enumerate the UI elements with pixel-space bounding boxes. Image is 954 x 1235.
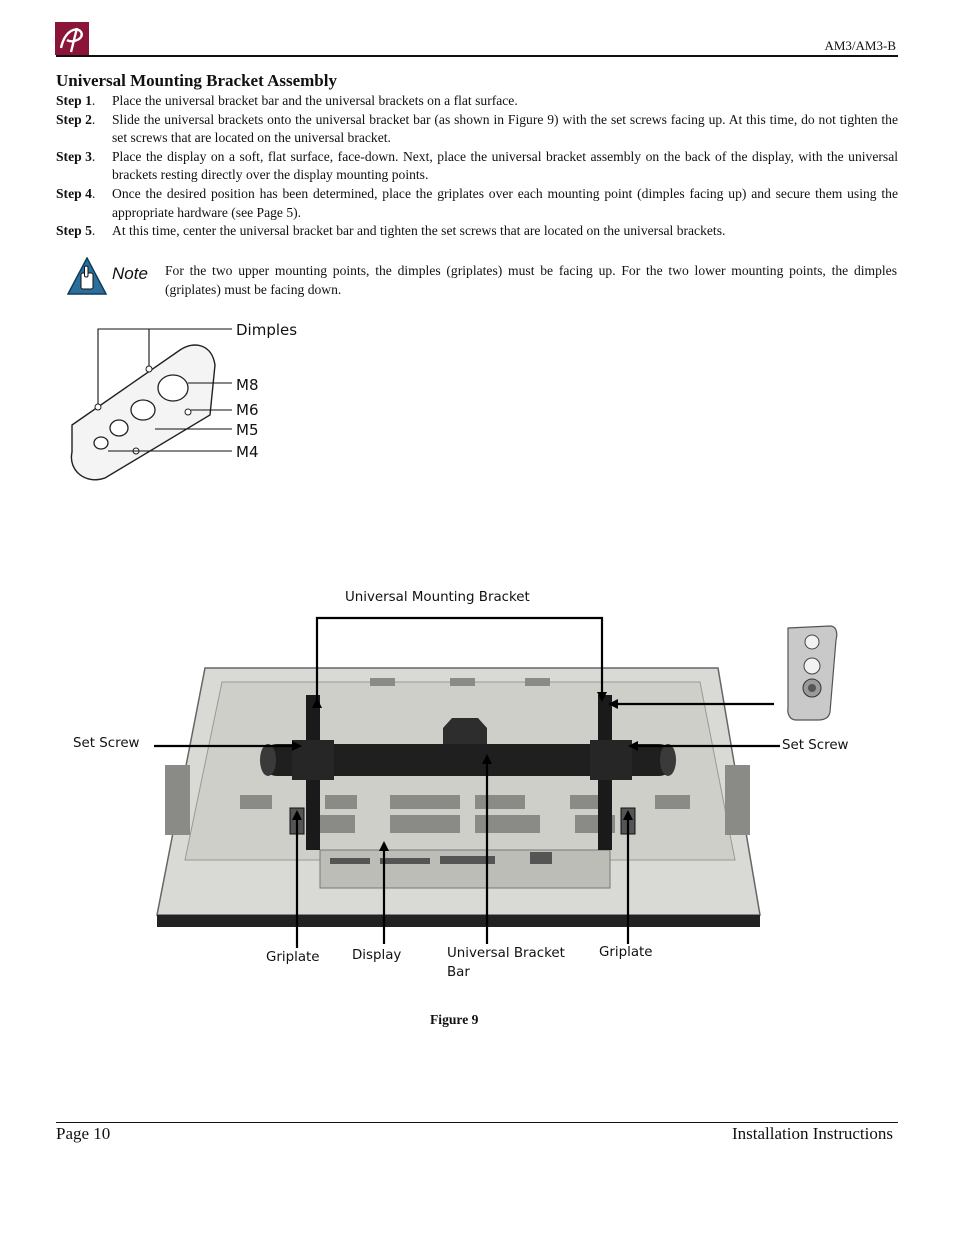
set-screw-left-label: Set Screw bbox=[73, 736, 140, 751]
griplate-left-label: Griplate bbox=[266, 950, 320, 965]
brand-logo bbox=[55, 22, 89, 55]
step-text: Place the universal bracket bar and the universal brackets on a flat surface. bbox=[112, 93, 518, 108]
figure-caption: Figure 9 bbox=[430, 1012, 479, 1027]
display-label: Display bbox=[352, 948, 402, 963]
page-number: Page 10 bbox=[56, 1124, 111, 1143]
universal-bracket-bar-label: Universal Bracket Bar bbox=[447, 946, 565, 980]
universal-mounting-bracket-label: Universal Mounting Bracket bbox=[345, 590, 530, 605]
section-title: Universal Mounting Bracket Assembly bbox=[56, 71, 337, 90]
step-3: Step 3. Place the display on a soft, flat surface, face-down. Next, place the universal bracket assembly on the back of the display, with the universal brackets resting directly over the display mounting points. bbox=[56, 148, 898, 185]
step-label: Step 1 bbox=[56, 93, 92, 108]
step-label: Step 3 bbox=[56, 148, 92, 164]
note-hand-icon bbox=[67, 257, 107, 295]
header-rule bbox=[56, 55, 898, 57]
steps-list bbox=[56, 92, 898, 241]
model-number: AM3/AM3-B bbox=[824, 38, 896, 53]
step-4: Step 4. Once the desired position has been determined, place the griplates over each mounting point (dimples facing up) and secure them using the appropriate hardware (see Page 5). bbox=[56, 185, 898, 222]
step-5: Step 5. At this time, center the universal bracket bar and tighten the set screws that are located on the universal brackets. bbox=[56, 222, 898, 241]
griplate-right-label: Griplate bbox=[599, 945, 653, 960]
griplate-diagram bbox=[60, 320, 310, 485]
footer-title: Installation Instructions bbox=[731, 1124, 893, 1143]
dimples-label: Dimples bbox=[236, 321, 298, 339]
m5-label: M5 bbox=[236, 421, 259, 439]
step-label: Step 2 bbox=[56, 111, 92, 127]
m6-label: M6 bbox=[236, 401, 259, 419]
m4-label: M4 bbox=[236, 443, 259, 461]
footer-rule bbox=[56, 1122, 898, 1123]
set-screw-right-label: Set Screw bbox=[782, 738, 849, 753]
step-text: Slide the universal brackets onto the universal bracket bar (as shown in Figure 9) with the set screws facing up. At this time, do not tighten the set screws that are located on the universal bracket. bbox=[112, 111, 898, 146]
step-text: At this time, center the universal bracket bar and tighten the set screws that are located on the universal brackets. bbox=[112, 223, 726, 239]
step-text: Once the desired position has been determined, place the griplates over each mounting point (dimples facing up) and secure them using the appropriate hardware (see Page 5). bbox=[112, 185, 898, 220]
step-2: Step 2. Slide the universal brackets onto the universal bracket bar (as shown in Figure 9) with the set screws facing up. At this time, do not tighten the set screws that are located on the universal bracket. bbox=[56, 111, 898, 148]
note-text: For the two upper mounting points, the dimples (griplates) must be facing up. For the two lower mounting points, the dimples (griplates) must be facing down. bbox=[165, 263, 897, 297]
step-text: Place the display on a soft, flat surface, face-down. Next, place the universal bracket assembly on the back of the display, with the universal brackets resting directly over the display mounting points. bbox=[112, 148, 898, 183]
step-1: Step 1. Place the universal bracket bar and the universal brackets on a flat surface. bbox=[56, 92, 898, 111]
note-label: Note bbox=[112, 264, 148, 283]
m8-label: M8 bbox=[236, 376, 259, 394]
step-label: Step 4 bbox=[56, 185, 92, 201]
step-label: Step 5 bbox=[56, 223, 92, 239]
